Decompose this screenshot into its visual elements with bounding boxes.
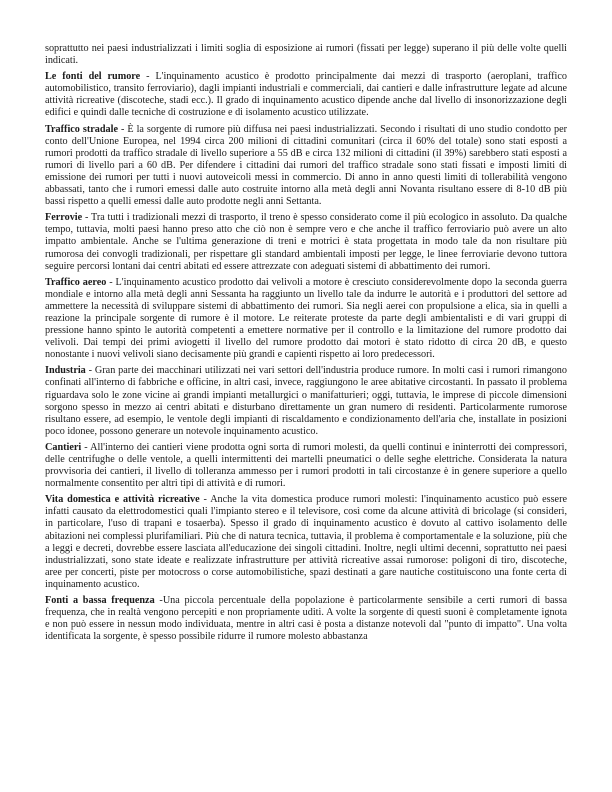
paragraph-vita-domestica xyxy=(45,494,567,591)
paragraph-heading: Ferrovie xyxy=(45,212,83,224)
paragraph-heading: Vita domestica e attività ricreative xyxy=(45,494,200,506)
paragraph-text: - Anche la vita domestica produce rumori molesti: l'inquinamento acustico può essere infatti causato da elettrodomestici quali l'impianto stereo e il televisore, così come da alcune attività di bricolage (si consideri, in particolare, l'uso di trapani e tosaerba). Spesso il grado di inquinamento acustico è dovuto al cattivo isolamento delle abitazioni nei complessi plurifamiliari. Più che di natura tecnica, tuttavia, il problema è comportamentale e la soluzione, più che a leggi e decreti, dovrebbe essere lasciata all'educazione dei singoli cittadini. Inoltre, negli ultimi decenni, soprattutto nei paesi industrializzati, sono state ideate e realizzate infrastrutture per attività ricreative assai rumorose: poligoni di tiro, discoteche, aree per concerti, piste per motocross o corse automobilistiche, spazi destinati a gare nautiche costituiscono una fonte certa di inquinamento acustico. xyxy=(45,494,567,590)
paragraph-text: - Gran parte dei macchinari utilizzati nei vari settori dell'industria produce rumore. In molti casi i rumori rimangono confinati all'interno di fabbriche e officine, in altri casi, invece, raggiungono le aree abitative circostanti. In passato il problema riguardava solo le zone vicine ai grandi impianti metallurgici o manifatturieri; oggi, tuttavia, le imprese di piccole dimensioni sorgono spesso in mezzo ai centri abitati e disturbano direttamente un gran numero di residenti. Particolarmente rumorose risultano essere, ad esempio, le ventole degli impianti di riscaldamento e condizionamento dell'aria che, installate in posizioni poco idonee, possono generare un notevole inquinamento acustico. xyxy=(45,365,567,437)
paragraph-text: - L'inquinamento acustico è prodotto principalmente dai mezzi di trasporto (aeroplani, traffico automobilistico, transito ferroviario), dagli impianti industriali e commerciali, dai cantieri e dalle infrastrutture legate ad alcune attività ricreative (discoteche, stadi ecc.). Il grado di inquinamento acustico dipende anche dal livello di insonorizzazione degli edifici e quindi dalle tecniche di costruzione e di isolamento acustico utilizzate. xyxy=(45,71,567,119)
paragraph-text: - L'inquinamento acustico prodotto dai velivoli a motore è cresciuto considerevolmente dopo la seconda guerra mondiale e intorno alla metà degli anni Sessanta ha raggiunto un livello tale da indurre le autorità e i produttori del settore ad ammettere la necessità di sviluppare sistemi di abbattimento dei rumori. Sia negli aerei con propulsione a elica, sia in quelli a reazione la principale sorgente di rumore è il motore. Le reiterate proteste da parte degli ambientalisti e di vari gruppi di pressione hanno spinto le autorità competenti a emettere normative per il controllo e la limitazione del rumore prodotto dai velivoli. Dai tempi dei primi aviogetti il livello del rumore prodotto dai motori è stato ridotto di circa 20 dB, e questo nonostante i nuovi velivoli siano decisamente più grandi e capienti rispetto ai loro predecessori. xyxy=(45,276,567,361)
paragraph-heading: Cantieri xyxy=(45,441,82,453)
paragraph-text: -Una piccola percentuale della popolazione è particolarmente sensibile a certi rumori di bassa frequenza, che in realtà vengono percepiti e non propriamente uditi. A volte la sorgente di questi suoni è completamente ignota e non può essere in nessun modo individuata, mentre in altri casi è posta a distanze notevoli dal "punto di impatto". Una volta identificata la sorgente, è spesso possibile ridurre il rumore molesto abbastanza xyxy=(45,595,567,643)
paragraph-heading: Traffico aereo xyxy=(45,276,107,288)
paragraph-industria xyxy=(45,365,567,438)
paragraph-ferrovie xyxy=(45,212,567,272)
paragraph-cantieri xyxy=(45,442,567,490)
paragraph-traffico-stradale xyxy=(45,124,567,209)
document-page xyxy=(45,43,567,647)
paragraph-text: soprattutto nei paesi industrializzati i limiti soglia di esposizione ai rumori (fissati per legge) superano il più delle volte quelli indicati. xyxy=(45,43,567,67)
paragraph-le-fonti-del-rumore xyxy=(45,71,567,119)
paragraph-heading: Traffico stradale xyxy=(45,123,118,135)
paragraph-fonti-bassa-frequenza xyxy=(45,595,567,643)
paragraph-text: - È la sorgente di rumore più diffusa nei paesi industrializzati. Secondo i risultati di uno studio condotto per conto dell'Unione Europea, nel 1994 circa 200 milioni di cittadini comunitari (circa il 60% del totale) sono stati esposti a rumori prodotti da traffico stradale di livello superiore a 55 dB e circa 132 milioni di cittadini (il 39%) sarebbero stati esposti a rumori di livello pari a 60 dB. Per difendere i cittadini dai rumori del traffico stradale sono stati fissati e imposti limiti di emissione dei rumori per tutti i nuovi autoveicoli messi in commercio. Di anno in anno questi limiti di tollerabilità vengono abbassati, tanto che i rumori emessi dalle auto costruite intorno alla metà degli anni Novanta risultano essere di 8-10 dB più bassi rispetto a quelli emessi dalle auto prodotte negli anni Settanta. xyxy=(45,123,567,208)
paragraph-traffico-aereo xyxy=(45,277,567,362)
paragraph-text: - All'interno dei cantieri viene prodotta ogni sorta di rumori molesti, da quelli continui e ininterrotti dei compressori, delle centrifughe o delle ventole, a quelli intermittenti dei martelli pneumatici o delle seghe elettriche. Considerata la natura provvisoria dei cantieri, il livello di tolleranza ammesso per i rumori prodotti in tali circostanze è in genere superiore a quello normalmente consentito per altri tipi di attività e di rumori. xyxy=(45,441,567,490)
paragraph-heading: Industria xyxy=(45,365,86,377)
paragraph-intro-continuation xyxy=(45,43,567,67)
paragraph-heading: Le fonti del rumore xyxy=(45,71,141,83)
paragraph-heading: Fonti a bassa frequenza xyxy=(45,595,155,607)
paragraph-text: - Tra tutti i tradizionali mezzi di trasporto, il treno è spesso considerato come il più ecologico in assoluto. Da qualche tempo, tuttavia, molti paesi hanno preso atto che ciò non è sempre vero e che anche il traffico ferroviario può avere un alto impatto ambientale. Anche se l'ultima generazione di treni e motrici è stata progettata in modo tale da non risultare più rumorosa dei convogli tradizionali, per rispettare gli standard ambientali imposti per legge, le linee ferroviarie devono tuttora seguire percorsi lontani dai centri abitati ed essere attrezzate con adeguati sistemi di abbattimento dei rumori. xyxy=(45,212,567,272)
